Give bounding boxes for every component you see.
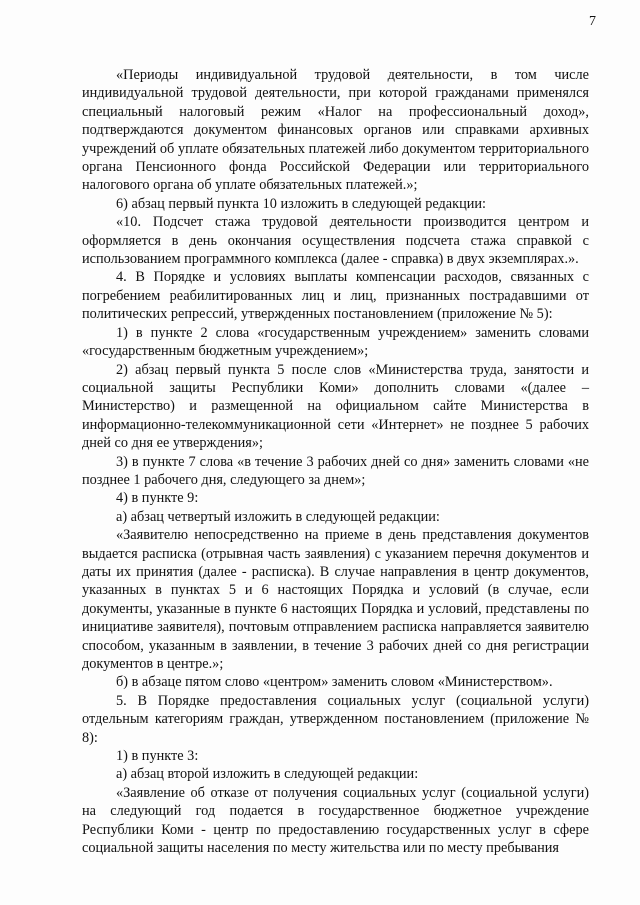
document-body (82, 66, 589, 857)
paragraph-5: 1) в пункте 2 слова «государственным учреждением» заменить словами «государственным бюджетным учреждением»; (82, 324, 589, 360)
paragraph-2: 6) абзац первый пункта 10 изложить в следующей редакции: (116, 195, 487, 212)
paragraph-15: «Заявление об отказе от получения социальных услуг (социальной услуги) на следующий год подается в государственное бюджетное учреждение Республики Коми - центр по предоставлению государственных услуг в сфере социальной защиты населения по месту жительства или по месту пребывания (82, 784, 589, 857)
paragraph-8: 4) в пункте 9: (116, 490, 199, 507)
paragraph-10: «Заявителю непосредственно на приеме в день представления документов выдается расписка (отрывная часть заявления) с указанием перечня документов и даты их принятия (далее - расписка). В случае направления в центр документов, указанных в пунктах 5 и 6 настоящих Порядка и условий (в случае, если документы, указанные в пункте 6 настоящих Порядка и условий, представлены по инициативе заявителя), почтовым отправлением расписка направляется заявителю способом, указанным в заявлении, в течение 3 рабочих дней со дня регистрации документов в центре.»; (82, 527, 589, 672)
paragraph-3: «10. Подсчет стажа трудовой деятельности производится центром и оформляется в день окончания осуществления подсчета стажа справкой с использованием программного комплекса (далее - справка) в двух экземплярах.». (82, 214, 589, 268)
paragraph-13: 1) в пункте 3: (116, 748, 199, 765)
paragraph-9: а) абзац четвертый изложить в следующей редакции: (116, 508, 440, 525)
paragraph-7: 3) в пункте 7 слова «в течение 3 рабочих дней со дня» заменить словами «не позднее 1 рабочего дня, следующего за днем»; (82, 453, 589, 488)
paragraph-6: 2) абзац первый пункта 5 после слов «Министерства труда, занятости и социальной защиты Республики Коми» дополнить словами «(далее – Министерство) и размещенной на официальном сайте Министерства в информационно-телекоммуникационной сети «Интернет» не позднее 5 рабочих дней со дня ее утверждения»; (82, 361, 589, 452)
paragraph-12: 5. В Порядке предоставления социальных услуг (социальной услуги) отдельным категориям граждан, утвержденном постановлением (приложение № 8): (82, 692, 589, 746)
paragraph-11: б) в абзаце пятом слово «центром» заменить словом «Министерством». (116, 674, 553, 691)
page-number: 7 (589, 14, 596, 29)
paragraph-1: «Периоды индивидуальной трудовой деятельности, в том числе индивидуальной трудовой деятельности, при которой гражданами применялся специальный налоговый режим «Налог на профессиональный доход», подтверждаются документом финансовых органов или справками архивных учреждений об уплате обязательных платежей либо документом территориального органа Пенсионного фонда Российской Федерации или территориального налогового органа об уплате обязательных платежей.»; (82, 67, 589, 194)
paragraph-4: 4. В Порядке и условиях выплаты компенсации расходов, связанных с погребением реабилитированных лиц и лиц, признанных пострадавшими от политических репрессий, утвержденных постановлением (приложение № 5): (82, 269, 589, 323)
paragraph-14: а) абзац второй изложить в следующей редакции: (116, 766, 419, 783)
